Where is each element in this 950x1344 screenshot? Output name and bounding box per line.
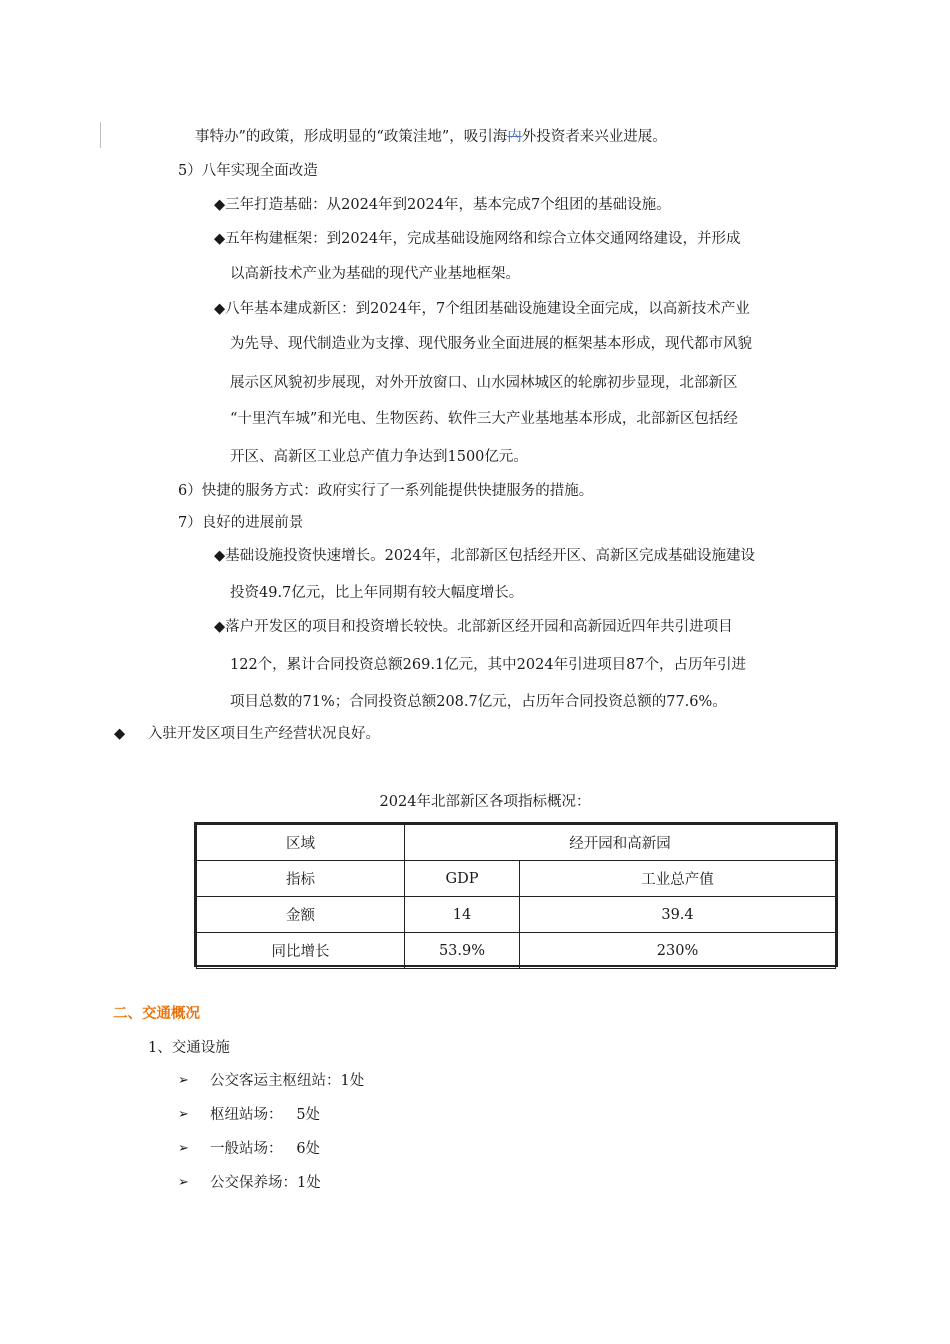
table-row [197,897,836,933]
table-row [197,933,836,969]
table-cell: 53.9% [405,933,520,969]
arrow-bullet-icon: ➢ [178,1141,189,1156]
list-item: ◆八年基本建成新区：到2024年，7个组团基础设施建设全面完成，以高新技术产业 [214,301,750,317]
list-item-continuation: “十里汽车城”和光电、生物医药、软件三大产业基地基本形成，北部新区包括经 [230,411,738,427]
paragraph-line [195,126,667,148]
table-cell: 区域 [197,825,405,861]
list-item-continuation: 为先导、现代制造业为支撑、现代服务业全面进展的框架基本形成，现代都市风貌 [230,336,752,352]
table-row [197,861,836,897]
list-item: ◆三年打造基础：从2024年到2024年，基本完成7个组团的基础设施。 [214,197,671,213]
list-item-continuation: 以高新技术产业为基础的现代产业基地框架。 [230,266,520,282]
table-cell: 14 [405,897,520,933]
table-cell: 经开园和高新园 [405,825,836,861]
list-heading: 6）快捷的服务方式：政府实行了一系列能提供快捷服务的措施。 [178,483,594,499]
table-cell: 工业总产值 [520,861,836,897]
table-cell: 金额 [197,897,405,933]
arrow-bullet-icon: ➢ [178,1073,189,1088]
list-item: ◆基础设施投资快速增长。2024年，北部新区包括经开区、高新区完成基础设施建设 [214,548,756,564]
list-item-continuation: 项目总数的71%；合同投资总额208.7亿元，占历年合同投资总额的77.6%。 [230,694,727,710]
table-row [197,825,836,861]
list-item-continuation: 122个，累计合同投资总额269.1亿元，其中2024年引进项目87个，占历年引进 [230,657,747,673]
arrow-bullet-icon: ➢ [178,1107,189,1122]
list-item-continuation: 展示区风貌初步展现，对外开放窗口、山水园林城区的轮廓初步显现，北部新区 [230,375,738,391]
deleted-text: 内 [507,129,522,145]
table-cell: 230% [520,933,836,969]
indicator-table [194,822,838,967]
list-item: ◆五年构建框架：到2024年，完成基础设施网络和综合立体交通网络建设，并形成 [214,231,741,247]
text-run: 事特办”的政策，形成明显的“政策洼地”，吸引海 [195,129,508,145]
list-heading: 7）良好的进展前景 [178,515,304,531]
list-item: 入驻开发区项目生产经营状况良好。 [148,726,380,742]
table-cell: 同比增长 [197,933,405,969]
list-item-continuation: 开区、高新区工业总产值力争达到1500亿元。 [230,449,528,465]
list-item: 一般站场： 6处 [210,1141,321,1157]
list-item-continuation: 投资49.7亿元，比上年同期有较大幅度增长。 [230,585,524,601]
list-heading: 5）八年实现全面改造 [178,163,318,179]
diamond-bullet-icon: ◆ [114,726,126,742]
section-heading: 二、交通概况 [113,1006,200,1022]
table-caption: 2024年北部新区各项指标概况： [379,794,591,810]
table-cell: 指标 [197,861,405,897]
table-cell: GDP [405,861,520,897]
list-item: 公交客运主枢纽站：1处 [210,1073,365,1089]
revision-margin-bar [100,122,101,148]
subsection-heading: 1、交通设施 [148,1040,230,1056]
list-item: 公交保养场：1处 [210,1175,321,1191]
list-item: 枢纽站场： 5处 [210,1107,321,1123]
arrow-bullet-icon: ➢ [178,1175,189,1190]
text-run: 外投资者来兴业进展。 [521,129,667,145]
table-cell: 39.4 [520,897,836,933]
list-item: ◆落户开发区的项目和投资增长较快。北部新区经开园和高新园近四年共引进项目 [214,619,733,635]
